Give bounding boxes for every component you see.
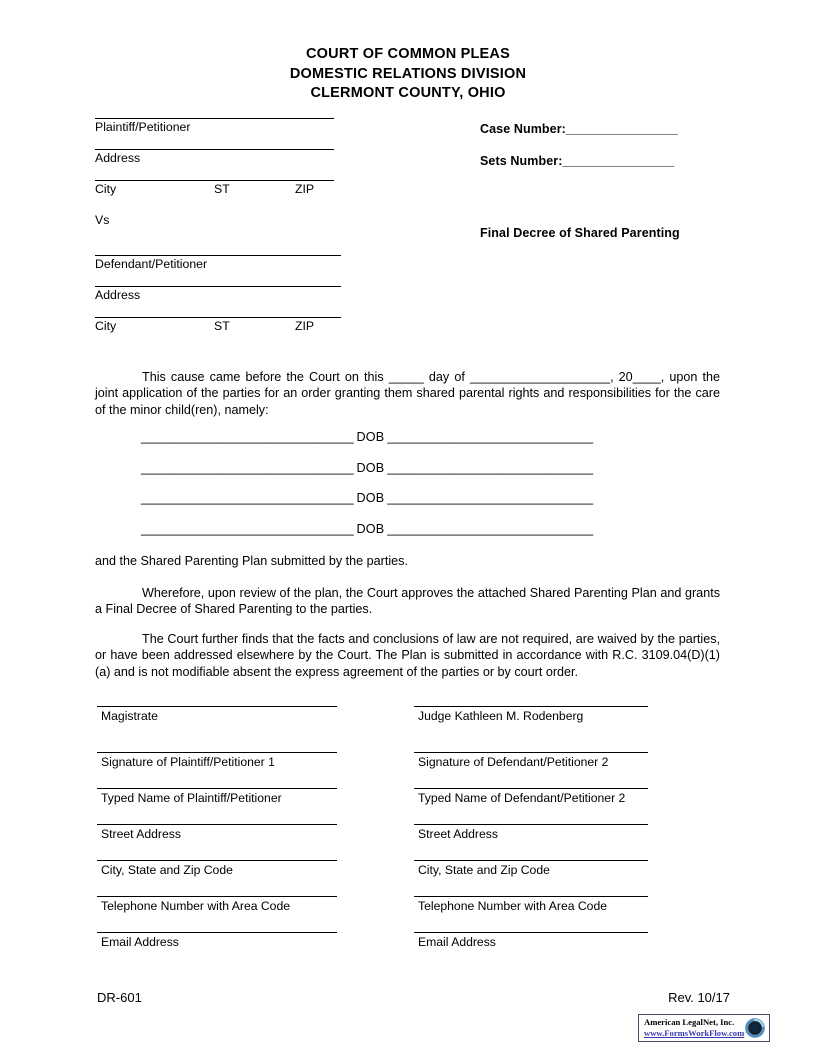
child-dob-blank[interactable]: ______________________________: [387, 491, 593, 505]
child-row[interactable]: [141, 491, 701, 522]
child-dob-blank[interactable]: ______________________________: [387, 460, 593, 475]
dob-label: DOB: [356, 491, 385, 505]
signature-label: Street Address: [101, 827, 181, 841]
stamp-text: [642, 1017, 744, 1039]
plaintiff-email-field[interactable]: [97, 932, 337, 950]
child-row[interactable]: [141, 430, 701, 461]
dob-label: DOB: [356, 521, 385, 536]
signature-label: Signature of Plaintiff/Petitioner 1: [101, 755, 275, 769]
dob-label: DOB: [356, 460, 385, 475]
findings-paragraph: [95, 631, 720, 680]
findings-text: The Court further finds that the facts and conclusions of law are not required, are waived by the parties, or have been addressed elsewhere by the Court. The Plan is submitted in accordance with R.C. 3109.04(D)(1)(a) and is not modifiable absent the express agreement of the parties or by court order.: [95, 632, 720, 679]
plan-submitted-paragraph: and the Shared Parenting Plan submitted by the parties.: [95, 554, 408, 568]
signature-row: [97, 824, 737, 860]
opening-text-a: This cause came before the Court on this: [142, 370, 389, 384]
signature-label: City, State and Zip Code: [418, 863, 550, 877]
year-blank[interactable]: ____: [632, 370, 661, 384]
opening-text-c: , 20: [610, 370, 633, 384]
form-number: DR-601: [97, 990, 142, 1005]
signature-row: [97, 752, 737, 788]
child-name-blank[interactable]: _______________________________: [141, 491, 354, 505]
signature-label: Telephone Number with Area Code: [418, 899, 608, 913]
signature-label: Telephone Number with Area Code: [101, 899, 291, 913]
signature-label: Magistrate: [101, 709, 158, 723]
plaintiff-city-state-zip-field[interactable]: [95, 180, 341, 197]
case-number-label: Case Number:: [480, 122, 566, 136]
sets-number-field[interactable]: [480, 154, 735, 168]
plaintiff-typed-name-field[interactable]: [97, 788, 337, 806]
plaintiff-telephone-field[interactable]: [97, 896, 337, 914]
signature-row: [97, 860, 737, 896]
stamp-url-link[interactable]: www.FormsWorkFlow.com: [644, 1028, 745, 1038]
revision-date: Rev. 10/17: [668, 990, 730, 1005]
child-name-blank[interactable]: _______________________________: [141, 521, 354, 536]
signature-block: [97, 706, 737, 968]
defendant-address-field[interactable]: [95, 286, 341, 303]
signature-label: Judge Kathleen M. Rodenberg: [418, 709, 584, 723]
day-blank[interactable]: _____: [388, 370, 424, 384]
opening-text-b: day of: [423, 370, 470, 384]
opening-paragraph: [95, 369, 720, 418]
defendant-city-state-zip-field[interactable]: [95, 317, 341, 334]
legalnet-ring-icon: [744, 1017, 766, 1039]
defendant-address-label: Address: [95, 288, 141, 302]
child-row[interactable]: [141, 461, 701, 492]
defendant-telephone-field[interactable]: [414, 896, 648, 914]
sets-number-label: Sets Number:: [480, 154, 563, 168]
defendant-name-field[interactable]: [95, 255, 341, 272]
signature-label: Typed Name of Plaintiff/Petitioner: [101, 791, 282, 805]
magistrate-field[interactable]: [97, 706, 337, 724]
caption-numbers-column: [480, 118, 735, 240]
case-number-blank[interactable]: _________________: [565, 122, 678, 136]
plaintiff-state-label: ST: [214, 182, 230, 196]
plaintiff-signature-field[interactable]: [97, 752, 337, 770]
opening-text-d: , upon the joint application of the parties for an order granting them shared parental rights and responsibilities for the care of the minor child(ren), namely:: [95, 370, 720, 417]
defendant-city-label: City: [95, 319, 117, 333]
defendant-city-state-zip-field[interactable]: [414, 860, 648, 878]
children-list: [141, 430, 701, 552]
defendant-email-field[interactable]: [414, 932, 648, 950]
american-legalnet-stamp: [638, 1014, 770, 1042]
signature-label: Email Address: [101, 935, 179, 949]
plaintiff-street-address-field[interactable]: [97, 824, 337, 842]
wherefore-paragraph: [95, 585, 720, 618]
plaintiff-address-field[interactable]: [95, 149, 341, 166]
defendant-signature-field[interactable]: [414, 752, 648, 770]
defendant-typed-name-field[interactable]: [414, 788, 648, 806]
caption-parties-column: [95, 118, 341, 334]
judge-field[interactable]: [414, 706, 648, 724]
child-name-blank[interactable]: _______________________________: [141, 430, 354, 444]
child-name-blank[interactable]: _______________________________: [141, 460, 354, 475]
child-dob-blank[interactable]: ______________________________: [387, 521, 593, 536]
defendant-name-label: Defendant/Petitioner: [95, 257, 208, 271]
signature-label: Typed Name of Defendant/Petitioner 2: [418, 791, 626, 805]
wherefore-text: Wherefore, upon review of the plan, the Court approves the attached Shared Parenting Plan and grants a Final Decree of Shared Parenting to the parties.: [95, 586, 720, 617]
court-name-line-2: DOMESTIC RELATIONS DIVISION: [289, 65, 527, 82]
versus-label: Vs: [95, 213, 110, 227]
signature-label: Email Address: [418, 935, 496, 949]
signature-row: [97, 706, 737, 752]
signature-row: [97, 788, 737, 824]
plaintiff-city-state-zip-field[interactable]: [97, 860, 337, 878]
sets-number-blank[interactable]: _________________: [562, 154, 674, 168]
signature-label: Street Address: [418, 827, 498, 841]
signature-row: [97, 932, 737, 968]
defendant-state-label: ST: [214, 319, 230, 333]
court-name-line-3: CLERMONT COUNTY, OHIO: [310, 85, 506, 101]
stamp-company-name: American LegalNet, Inc.: [644, 1017, 735, 1027]
defendant-street-address-field[interactable]: [414, 824, 648, 842]
plaintiff-address-label: Address: [95, 151, 141, 165]
dob-label: DOB: [356, 430, 385, 444]
defendant-zip-label: ZIP: [295, 319, 315, 333]
document-title: Final Decree of Shared Parenting: [480, 226, 680, 240]
court-name-line-1: COURT OF COMMON PLEAS: [306, 46, 510, 62]
signature-row: [97, 896, 737, 932]
plaintiff-name-field[interactable]: [95, 118, 341, 135]
plaintiff-name-label: Plaintiff/Petitioner: [95, 120, 191, 134]
case-number-field[interactable]: [480, 122, 735, 136]
signature-label: Signature of Defendant/Petitioner 2: [418, 755, 609, 769]
plaintiff-city-label: City: [95, 182, 117, 196]
child-dob-blank[interactable]: ______________________________: [387, 430, 593, 444]
signature-label: City, State and Zip Code: [101, 863, 233, 877]
child-row[interactable]: [141, 522, 701, 553]
month-blank[interactable]: ____________________: [469, 370, 611, 384]
plaintiff-zip-label: ZIP: [295, 182, 315, 196]
court-header: [0, 45, 816, 104]
